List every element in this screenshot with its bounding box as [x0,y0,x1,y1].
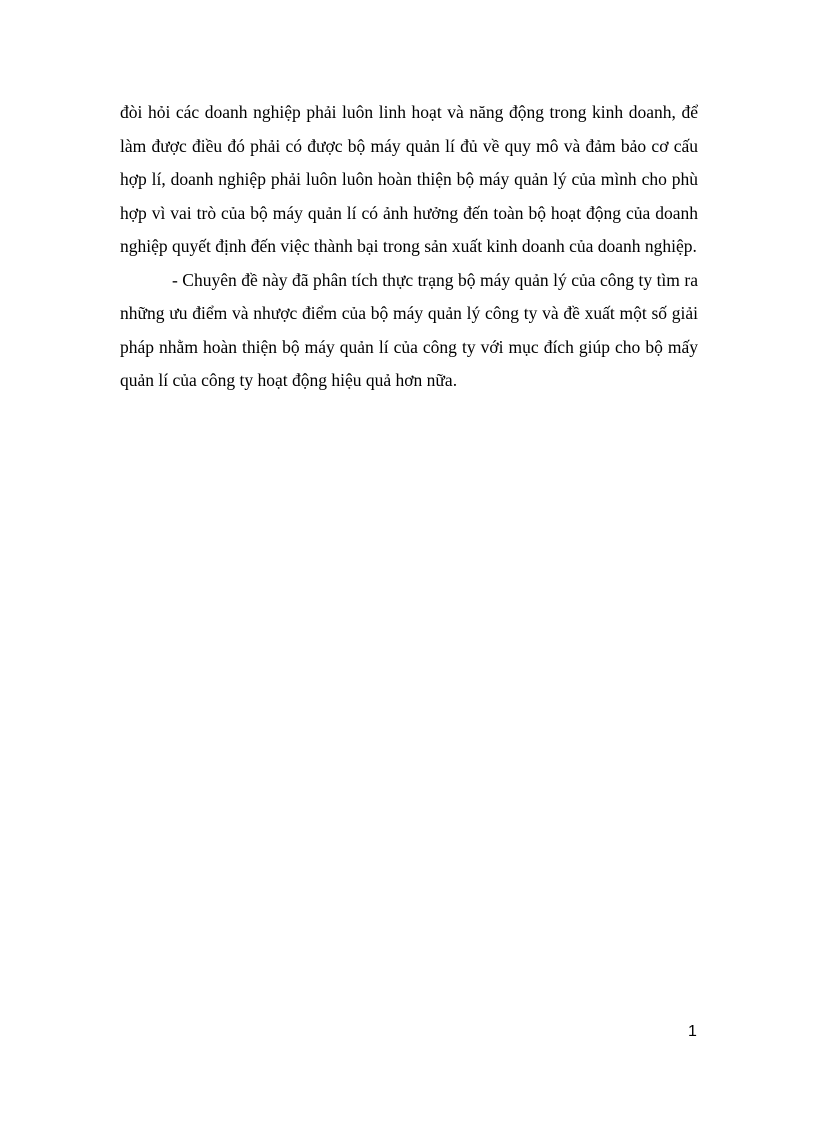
document-body [120,96,698,398]
paragraph-summary: - Chuyên đề này đã phân tích thực trạng bộ máy quản lý của công ty tìm ra những ưu điểm và nhược điểm của bộ máy quản lý công ty và đề xuất một số giải pháp nhằm hoàn thiện bộ máy quản lí của công ty với mục đích giúp cho bộ mấy quản lí của công ty hoạt động hiệu quả hơn nữa. [120,269,698,390]
page-number: 1 [688,1023,697,1040]
paragraph-continuation: đòi hỏi các doanh nghiệp phải luôn linh hoạt và năng động trong kinh doanh, để làm được điều đó phải có được bộ máy quản lí đủ về quy mô và đảm bảo cơ cấu hợp lí, doanh nghiệp phải luôn luôn hoàn thiện bộ máy quản lý của mình cho phù hợp vì vai trò của bộ máy quản lí có ảnh hưởng đến toàn bộ hoạt động của doanh nghiệp quyết định đến việc thành bại trong sản xuất kinh doanh của doanh nghiệp. [120,102,698,256]
